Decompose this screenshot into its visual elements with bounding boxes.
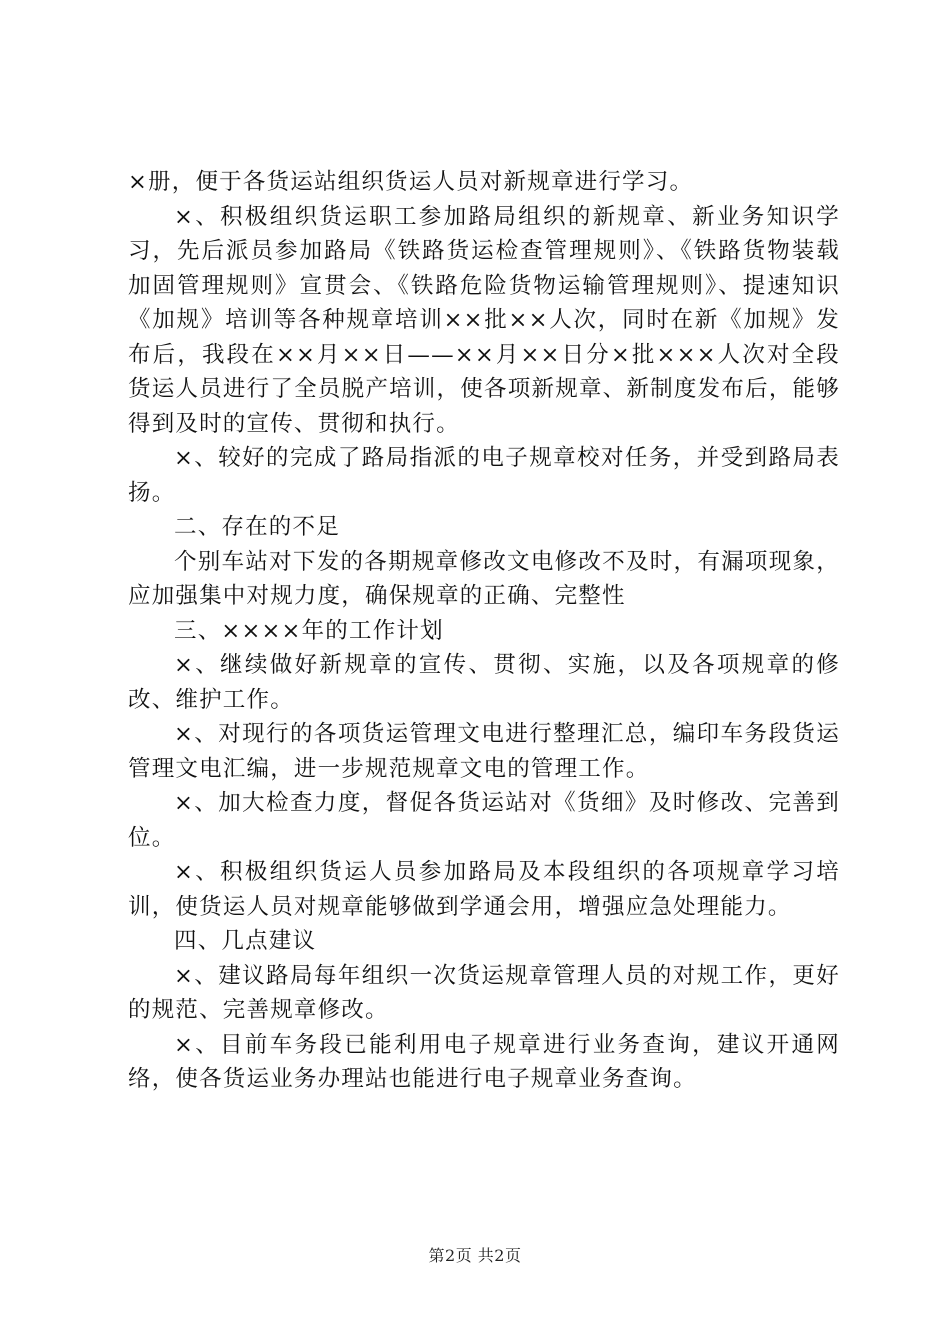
paragraph: ×、积极组织货运人员参加路局及本段组织的各项规章学习培训，使货运人员对规章能够做到学通会用，增强应急处理能力。 <box>128 859 840 920</box>
section-heading: 三、××××年的工作计划 <box>174 617 444 644</box>
paragraph: ×、继续做好新规章的宣传、贯彻、实施，以及各项规章的修改、维护工作。 <box>128 652 840 713</box>
page-footer: 第2页 共2页 <box>428 1246 522 1265</box>
section-heading: 二、存在的不足 <box>174 514 340 540</box>
paragraph: ×、对现行的各项货运管理文电进行整理汇总，编印车务段货运管理文电汇编，进一步规范规章文电的管理工作。 <box>128 721 840 782</box>
paragraph: ×、较好的完成了路局指派的电子规章校对任务，并受到路局表扬。 <box>128 445 840 506</box>
paragraph: ×、建议路局每年组织一次货运规章管理人员的对规工作，更好的规范、完善规章修改。 <box>128 962 840 1023</box>
paragraph: ×、加大检查力度，督促各货运站对《货细》及时修改、完善到位。 <box>128 790 840 851</box>
paragraph: ×、积极组织货运职工参加路局组织的新规章、新业务知识学习，先后派员参加路局《铁路货运检查管理规则》、《铁路货物装载加固管理规则》宣贯会、《铁路危险货物运输管理规则》、提速知识《加规》培训等各种规章培训××批××人次，同时在新《加规》发布后，我段在××月××日——××月××日分×批×××人次对全段货运人员进行了全员脱产培训，使各项新规章、新制度发布后，能够得到及时的宣传、贯彻和执行。 <box>128 203 840 437</box>
paragraph: ×册，便于各货运站组织货运人员对新规章进行学习。 <box>128 169 694 195</box>
paragraph: 个别车站对下发的各期规章修改文电修改不及时，有漏项现象，应加强集中对规力度，确保规章的正确、完整性 <box>128 548 840 609</box>
section-heading: 四、几点建议 <box>174 928 317 954</box>
paragraph: ×、目前车务段已能利用电子规章进行业务查询，建议开通网络，使各货运业务办理站也能进行电子规章业务查询。 <box>128 1031 840 1092</box>
document-body <box>128 165 840 1097</box>
